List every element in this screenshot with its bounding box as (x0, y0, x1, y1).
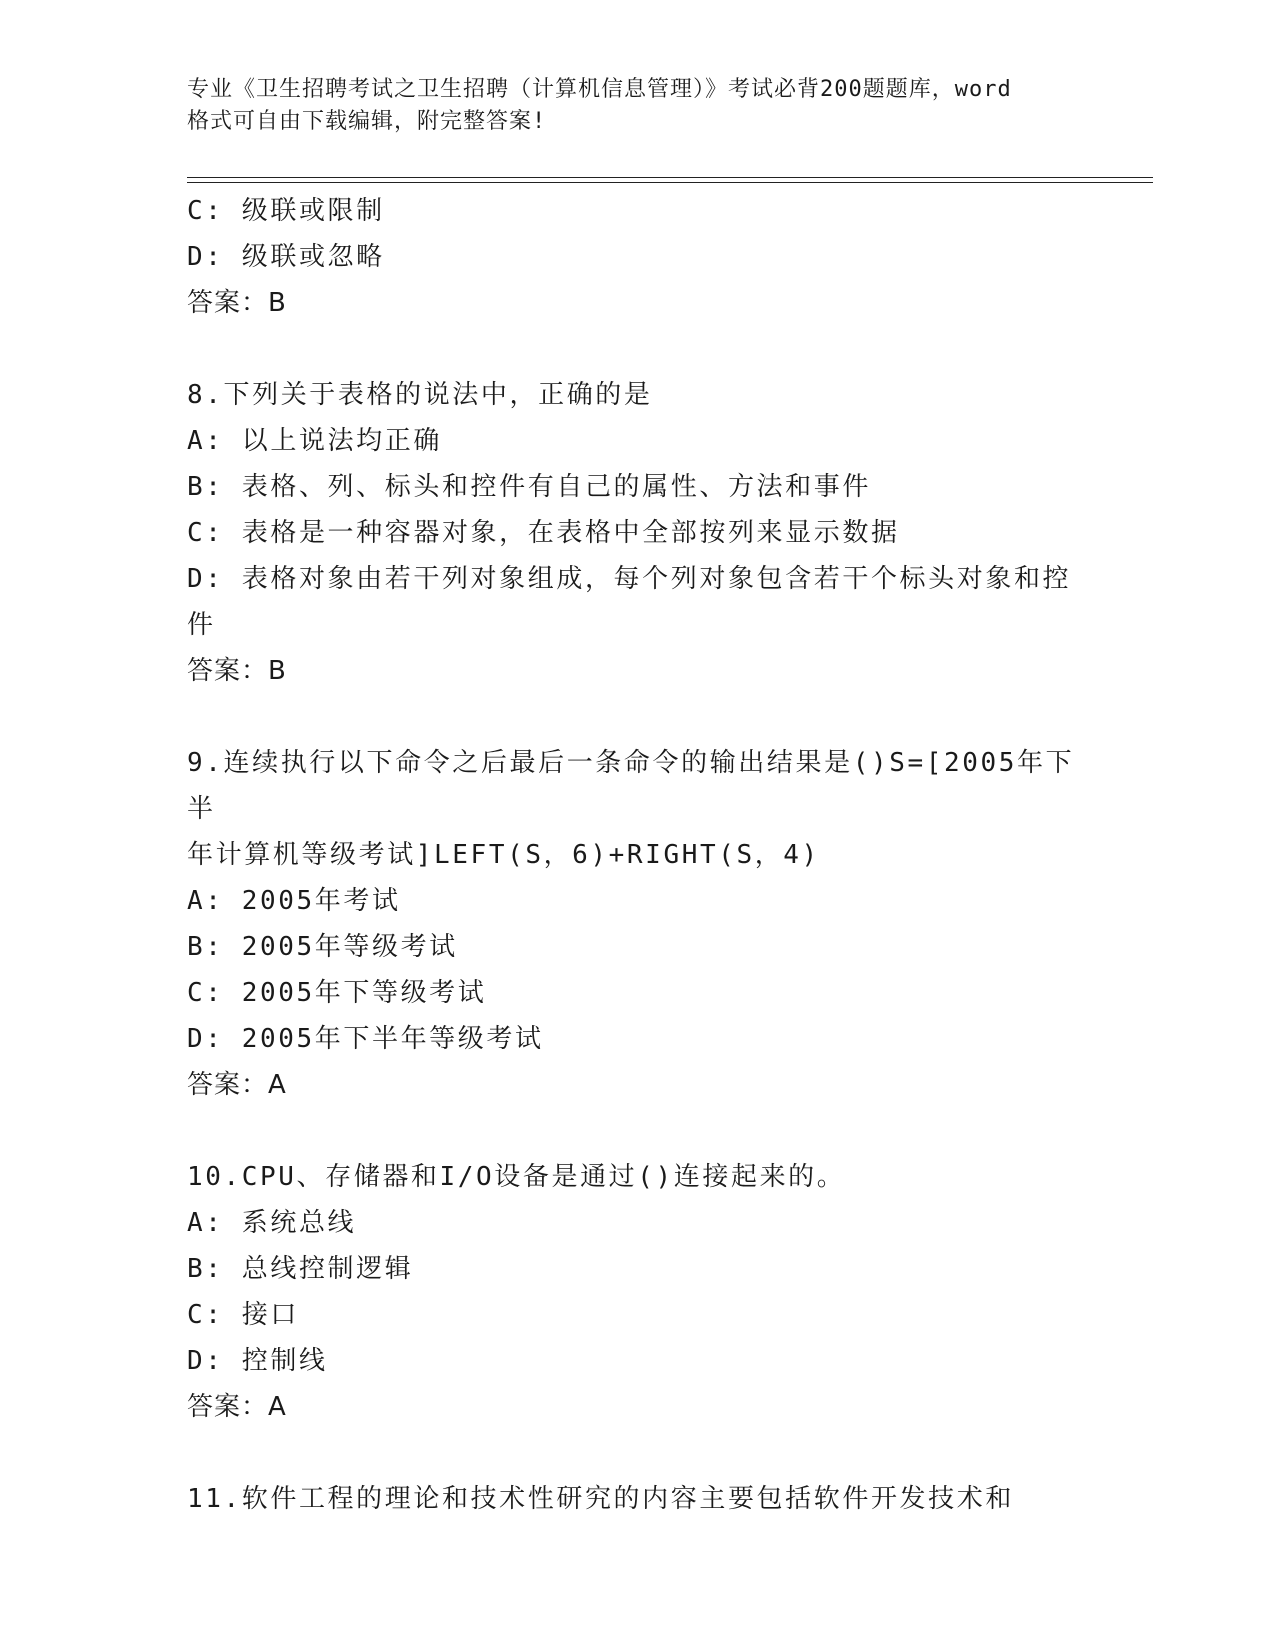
option-a: A: 2005年考试 (187, 886, 401, 916)
answer: 答案：B (187, 656, 287, 686)
question-9 (187, 740, 1087, 1108)
header-rule-top (187, 177, 1153, 178)
option-b: B: 2005年等级考试 (187, 932, 458, 962)
question-list (187, 188, 1087, 1522)
question-stem-continued: 年计算机等级考试]LEFT(S，6)+RIGHT(S，4) (187, 840, 820, 870)
spacer (187, 1430, 1087, 1476)
option-c: C: 表格是一种容器对象，在表格中全部按列来显示数据 (187, 518, 900, 548)
question-stem: 9.连续执行以下命令之后最后一条命令的输出结果是()S=[2005年下半 (187, 748, 1075, 824)
answer: 答案：A (187, 1392, 287, 1422)
question-11 (187, 1476, 1087, 1522)
option-a: A: 系统总线 (187, 1208, 357, 1238)
option-c: C: 接口 (187, 1300, 299, 1330)
spacer (187, 1108, 1087, 1154)
header-rule-bottom (187, 182, 1153, 183)
question-stem: 10.CPU、存储器和I/O设备是通过()连接起来的。 (187, 1162, 846, 1192)
option-d-continued: 件 (187, 610, 216, 640)
option-a: A: 以上说法均正确 (187, 426, 442, 456)
spacer (187, 326, 1087, 372)
spacer (187, 694, 1087, 740)
answer: 答案：A (187, 1070, 287, 1100)
option-d: D: 2005年下半年等级考试 (187, 1024, 544, 1054)
document-header (187, 74, 1087, 138)
option-d: D: 表格对象由若干列对象组成，每个列对象包含若干个标头对象和控 (187, 564, 1072, 594)
header-line-1: 专业《卫生招聘考试之卫生招聘（计算机信息管理）》考试必背200题题库，word (187, 77, 1012, 102)
option-b: B: 表格、列、标头和控件有自己的属性、方法和事件 (187, 472, 871, 502)
option-d: D: 级联或忽略 (187, 242, 385, 272)
question-10 (187, 1154, 1087, 1430)
option-c: C: 级联或限制 (187, 196, 385, 226)
header-line-2: 格式可自由下载编辑，附完整答案! (187, 109, 547, 134)
option-c: C: 2005年下等级考试 (187, 978, 487, 1008)
question-7-tail (187, 188, 1087, 326)
question-stem: 11.软件工程的理论和技术性研究的内容主要包括软件开发技术和 (187, 1484, 1014, 1514)
question-stem: 8.下列关于表格的说法中，正确的是 (187, 380, 653, 410)
answer: 答案：B (187, 288, 287, 318)
option-d: D: 控制线 (187, 1346, 328, 1376)
option-b: B: 总线控制逻辑 (187, 1254, 414, 1284)
question-8 (187, 372, 1087, 694)
